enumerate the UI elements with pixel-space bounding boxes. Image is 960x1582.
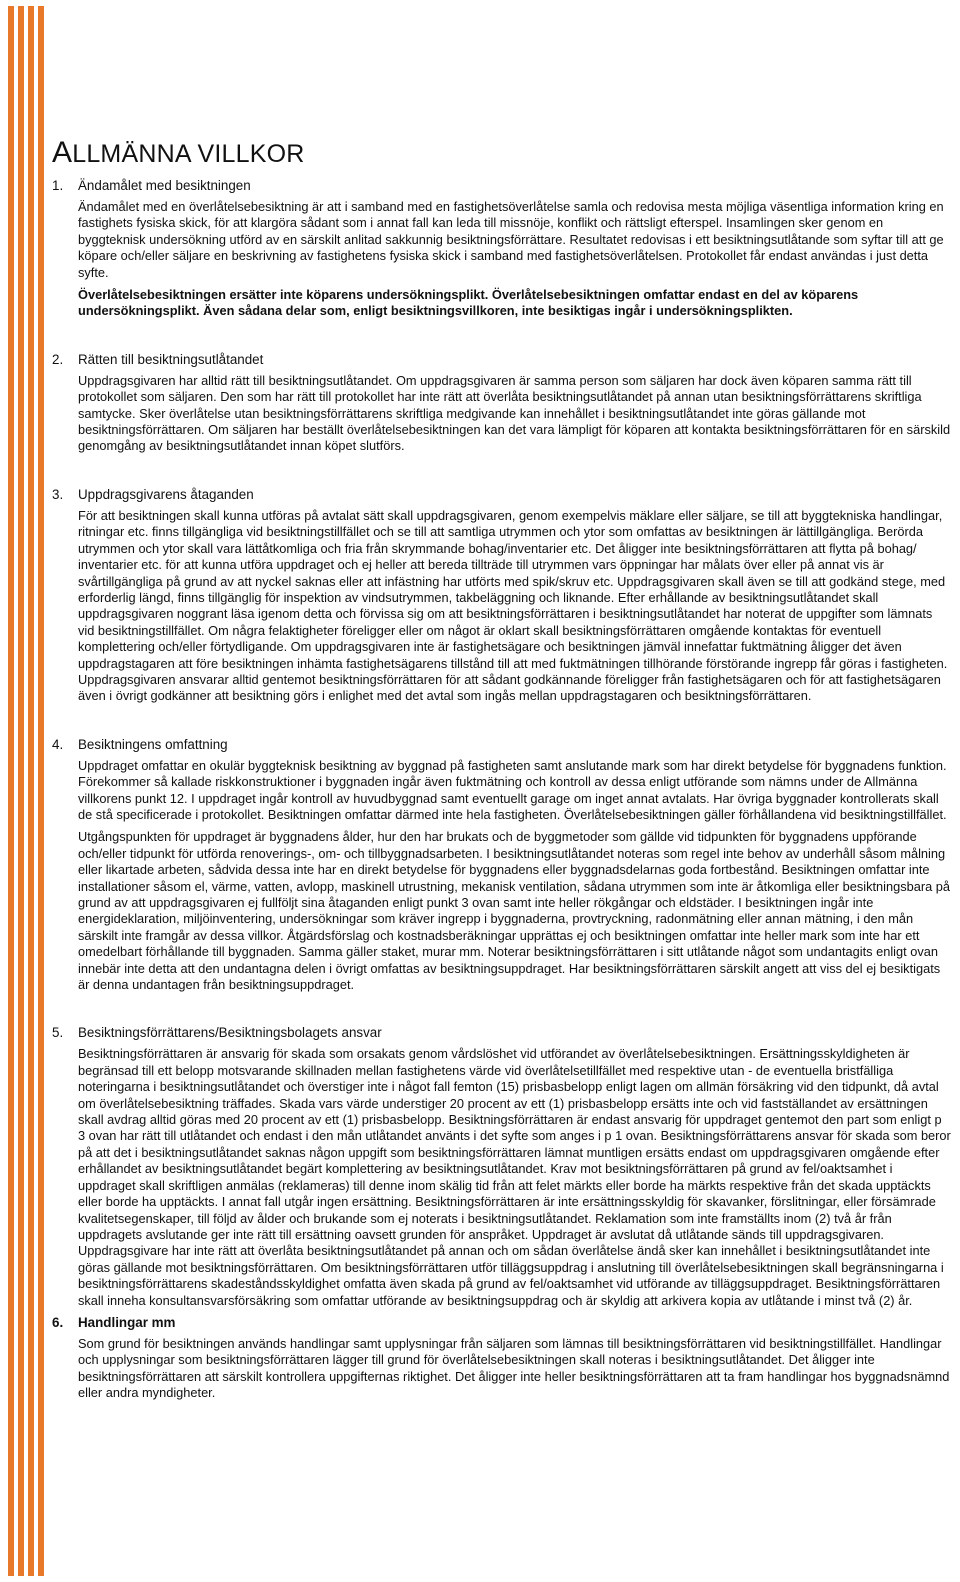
stripe xyxy=(18,6,24,1576)
section-4 xyxy=(52,737,952,994)
section-number: 1. xyxy=(52,178,64,193)
section-heading xyxy=(52,352,952,367)
section-number: 5. xyxy=(52,1025,64,1041)
section-number: 6. xyxy=(52,1314,64,1330)
section-title: Besiktningens omfattning xyxy=(78,736,228,752)
stripe xyxy=(38,6,44,1576)
section-heading xyxy=(52,487,952,502)
section-body xyxy=(78,373,952,455)
paragraph: Besiktningsförrättaren är ansvarig för skada som orsakats genom vårdslöshet vid utförandet av överlåtelsebesiktningen. Ersättningsskyldigheten är begränsad till ett belopp motsvarande skillnaden mellan fastighetens värde vid överlåtelsetillfället med respektive utan - de eventuella bristfälliga noteringarna i besiktningsutlåtandet och överstiger inte i något fall femton (15) prisbasbelopp enligt lagen om allmän försäkring vid den tidpunkt, då avtal om överlåtelsebesiktning träffades. Skada vars värde understiger 20 procent av ett (1) prisbasbelopp ersätts inte och vid fastställandet av ersättningen skall avdrag alltid göras med 20 procent av ett (1) prisbasbelopp. Besiktningsförrättaren är endast ansvarig för uppdraget gentemot den part som enligt p 3 ovan har rätt till utlåtandet och endast i den mån utlåtandet använts i det syfte som anges i p 1 ovan. Besiktningsförrättarens ansvar för skada som beror på att det i besiktningsutlåtandet saknas någon uppgift som besiktningsförrättaren lämnat muntligen ersätts endast om uppdragsgivaren omgående efter erhållandet av besiktningsutlåtandet begärt komplettering av besiktningsutlåtandet. Krav mot besiktningsförrättaren på grund av fel/oaktsamhet i uppdraget skall skriftligen anmälas (reklameras) till denne inom skälig tid från att felet märkts eller borde ha märkts respektive från det skada upptäckts eller borde ha upptäckts. I annat fall utgår ingen ersättning. Besiktningsförrättaren är inte ersättningsskyldig för skavanker, förslitningar, eller försämrade kvalitetsegenskaper, till följd av ålder och brukande som ej noterats i besiktningsutlåtandet. Reklamation som inte framställts inom (2) två år från uppdragets avslutande ger inte rätt till ersättning oavsett grunden för anspråket. Uppdraget är avslutat då utlåtande sänds till uppdragsgivaren. Uppdragsgivare har inte rätt att överlåta besiktningsutlåtandet på annan och om sådan överlåtelse ändå sker kan innehållet i besiktningsutlåtandet inte göras gällande mot besiktningsförrättaren. Om besiktningsförrättaren utför tilläggsuppdrag i anslutning till överlåtelsebesiktningen skall begränsningarna i besiktningsförrättarens skadeståndsskyldighet omfatta även skada på grund av fel/oaktsamhet vid utförande av tilläggsuppdraget. Besiktningsförrättaren skall inneha konsultansvarsförsäkring som omfattar utförande av besiktningsuppdrag och är skyldig att arkivera kopia av utlåtande i minst två (2) år. xyxy=(78,1046,951,1308)
paragraph: Utgångspunkten för uppdraget är byggnadens ålder, hur den har brukats och de byggmetoder som gällde vid tidpunkten för byggnadens uppförande och/eller tidpunkt för utförda renoverings-, om- och tillbyggnadsarbeten. I besiktningsutlåtandet noteras som regel inte behov av underhåll såsom målning eller likartade arbeten, sådvida dessa inte har en direkt betydelse för byggnadens eller byggnadsdelarnas goda fortbestånd. Besiktningen omfattar inte installationer såsom el, värme, vatten, avlopp, maskinell utrustning, mekanisk ventilation, sådana utrymmen som inte är åtkomliga eller besiktningsbara på grund av att uppdragsgivaren ej fullföljt sina åtaganden enligt punkt 3 ovan samt inte heller rökgångar och eldstäder. I besiktningen ingår inte energideklaration, miljöinventering, undersökningar som kräver ingrepp i byggnaderna, provtryckning, radonmätning eller annan mätning, i den mån särskilt inte framgår av dessa villkor. Åtgärdsförslag och kostnadsberäkningar upprättas ej och besiktningen omfattar inte heller mark som inte har ett omedelbart förhållande till byggnaden. Samma gäller staket, murar mm. Noterar besiktningsförrättaren i sitt utlåtande något som undantagits enligt ovan innebär inte detta att den undantagna delen i övrigt omfattas av besiktningsuppdraget. Har besiktningsförrättaren särskilt angett att viss del ej besiktigats är denna undantagen från besiktningsuppdraget. xyxy=(78,829,951,993)
stripe xyxy=(28,6,34,1576)
stripe xyxy=(8,6,14,1576)
section-heading xyxy=(52,737,952,752)
section-title: Handlingar mm xyxy=(78,1314,176,1330)
section-body xyxy=(78,758,952,994)
section-heading xyxy=(52,1025,952,1040)
section-body xyxy=(78,199,952,320)
section-number: 4. xyxy=(52,736,64,752)
section-heading xyxy=(52,178,952,193)
section-2 xyxy=(52,352,952,455)
section-number: 2. xyxy=(52,351,64,367)
paragraph: För att besiktningen skall kunna utföras på avtalat sätt skall uppdragsgivaren, genom exempelvis mäklare eller säljare, se till att byggtekniska handlingar, ritningar etc. finns tillgängliga vid besiktningstillfället och se till att samtliga utrymmen och ytor som omfattas av besiktningen är lättillgängliga. Berörda utrymmen och ytor skall vara lättåtkomliga och fria från skrymmande bohag/inventarier etc. Det åligger inte besiktningsförrättaren att flytta på bohag/ inventarier etc. för att kunna utföra uppdraget och ej heller att bereda tillträde till utrymmen vars öppningar har målats över eller på annat vis är svårtillgängliga på grund av att nyckel saknas eller att infästning har utförts med spik/skruv etc. Uppdragsgivaren skall även se till att godkänd stege, med erforderlig längd, finns tillgänglig för inspektion av vindsutrymmen, takbeläggning och liknande. Efter erhållande av besiktningsutlåtandet skall uppdragsgivaren noggrant läsa igenom detta och förvissa sig om att besiktningsförrättaren i besiktningsutlåtandet har noterat de uppgifter som lämnats vid besiktningstillfället. Om några felaktigheter föreligger eller om något är oklart skall besiktningsförrättaren omgående kontaktas för eventuell komplettering och/eller förtydligande. Om uppdragsgivaren inte är fastighetsägare och besiktningen jämväl innefattar fuktmätning åligger det även uppdragstagaren att före besiktningen inhämta fastighetsägarens tillstånd till att med fuktmätningen tillhörande förstörande ingrepp får göras i fastigheten. Uppdragsgivaren ansvarar alltid gentemot besiktningsförrättaren för att sådant godkännande föreligger från fastighetsägaren och för att fastighetsägaren även i övrigt godkänner att besiktning görs i enlighet med det avtal som ingås mellan uppdragstagaren och besiktningsförrättaren. xyxy=(78,507,948,704)
section-body xyxy=(78,1046,952,1309)
section-6 xyxy=(52,1315,952,1402)
paragraph: Uppdragsgivaren har alltid rätt till besiktningsutlåtandet. Om uppdragsgivaren är samma person som säljaren har dock även köparen samma rätt till protokollet som säljaren. Den som har rätt till protokollet har inte rätt att överlåta besiktningsutlåtandet på annan utan besiktningsförrättarens skriftliga samtycke. Sker överlåtelse utan besiktningsförrättarens skriftliga medgivande kan innehållet i besiktningsutlåtandet inte göras gällande mot besiktningsförrättaren. Om säljaren har beställt överlåtelsebesiktningen kan det vara lämpligt för köparen att kontakta besiktningsförrättaren för en särskild genomgång av besiktningsutlåtandet innan köpet slutförs. xyxy=(78,372,951,454)
section-title: Rätten till besiktningsutlåtandet xyxy=(78,351,264,367)
decorative-orange-stripes xyxy=(0,0,44,1582)
section-body xyxy=(78,508,952,705)
paragraph-bold: Överlåtelsebesiktningen ersätter inte köparens undersökningsplikt. Överlåtelsebesiktningen omfattar endast en del av köparens undersökningsplikt. Även sådana delar som, enligt besiktningsvillkoren, inte besiktigas ingår i undersökningsplikten. xyxy=(78,287,859,319)
document-title: ALLMÄNNA VILLKOR xyxy=(52,136,305,169)
section-heading xyxy=(52,1315,952,1330)
section-1 xyxy=(52,178,952,320)
section-5 xyxy=(52,1025,952,1309)
section-body xyxy=(78,1336,952,1402)
paragraph: Ändamålet med en överlåtelsebesiktning är att i samband med en fastighetsöverlåtelse samla och redovisa mesta möjliga väsentliga information kring en fastighets fysiska skick, för att klargöra sådant som i annat fall kan leda till missnöje, konflikt och rättsligt efterspel. Insamlingen sker genom en byggteknisk undersökning utförd av en särskilt anlitad sakkunnig besiktningsförrättare. Resultatet redovisas i ett besiktningsutlåtande som syftar till att ge köpare och/eller säljare en beskrivning av fastighetens fysiska skick i samband med fastighetsöverlåtelsen. Protokollet får endast användas i just detta syfte. xyxy=(78,199,944,280)
document-page xyxy=(52,136,952,1408)
section-number: 3. xyxy=(52,486,64,502)
section-title: Besiktningsförrättarens/Besiktningsbolagets ansvar xyxy=(78,1025,382,1041)
section-3 xyxy=(52,487,952,705)
paragraph: Uppdraget omfattar en okulär byggteknisk besiktning av byggnad på fastigheten samt anslutande mark som har direkt betydelse för byggnadens funktion. Förekommer så kallade riskkonstruktioner i byggnaden ingår även fuktmätning och kontroll av dessa enligt utförande som nämns under de Allmänna villkorens punkt 12. I uppdraget ingår kontroll av huvudbyggnad samt eventuellt garage om inget annat avtalats. Har övriga byggnader kontrollerats skall de stå specificerade i protokollet. Besiktningen omfattar därmed inte hela fastigheten. Överlåtelsebesiktningen gäller förhållandena vid besiktningstillfället. xyxy=(78,757,947,822)
paragraph: Som grund för besiktningen används handlingar samt upplysningar från säljaren som lämnas till besiktningsförrättaren vid besiktningstillfället. Handlingar och upplysningar som besiktningsförrättaren lägger till grund för överlåtelsebesiktningen skall noteras i besiktningsutlåtandet. Det åligger inte besiktningsförrättaren att särskilt kontrollera uppgifternas riktighet. Det åligger inte heller besiktningsförrättaren att ta fram handlingar hos byggnadsnämnd eller andra myndigheter. xyxy=(78,1335,950,1401)
section-title: Ändamålet med besiktningen xyxy=(78,178,251,193)
section-title: Uppdragsgivarens åtaganden xyxy=(78,486,254,502)
